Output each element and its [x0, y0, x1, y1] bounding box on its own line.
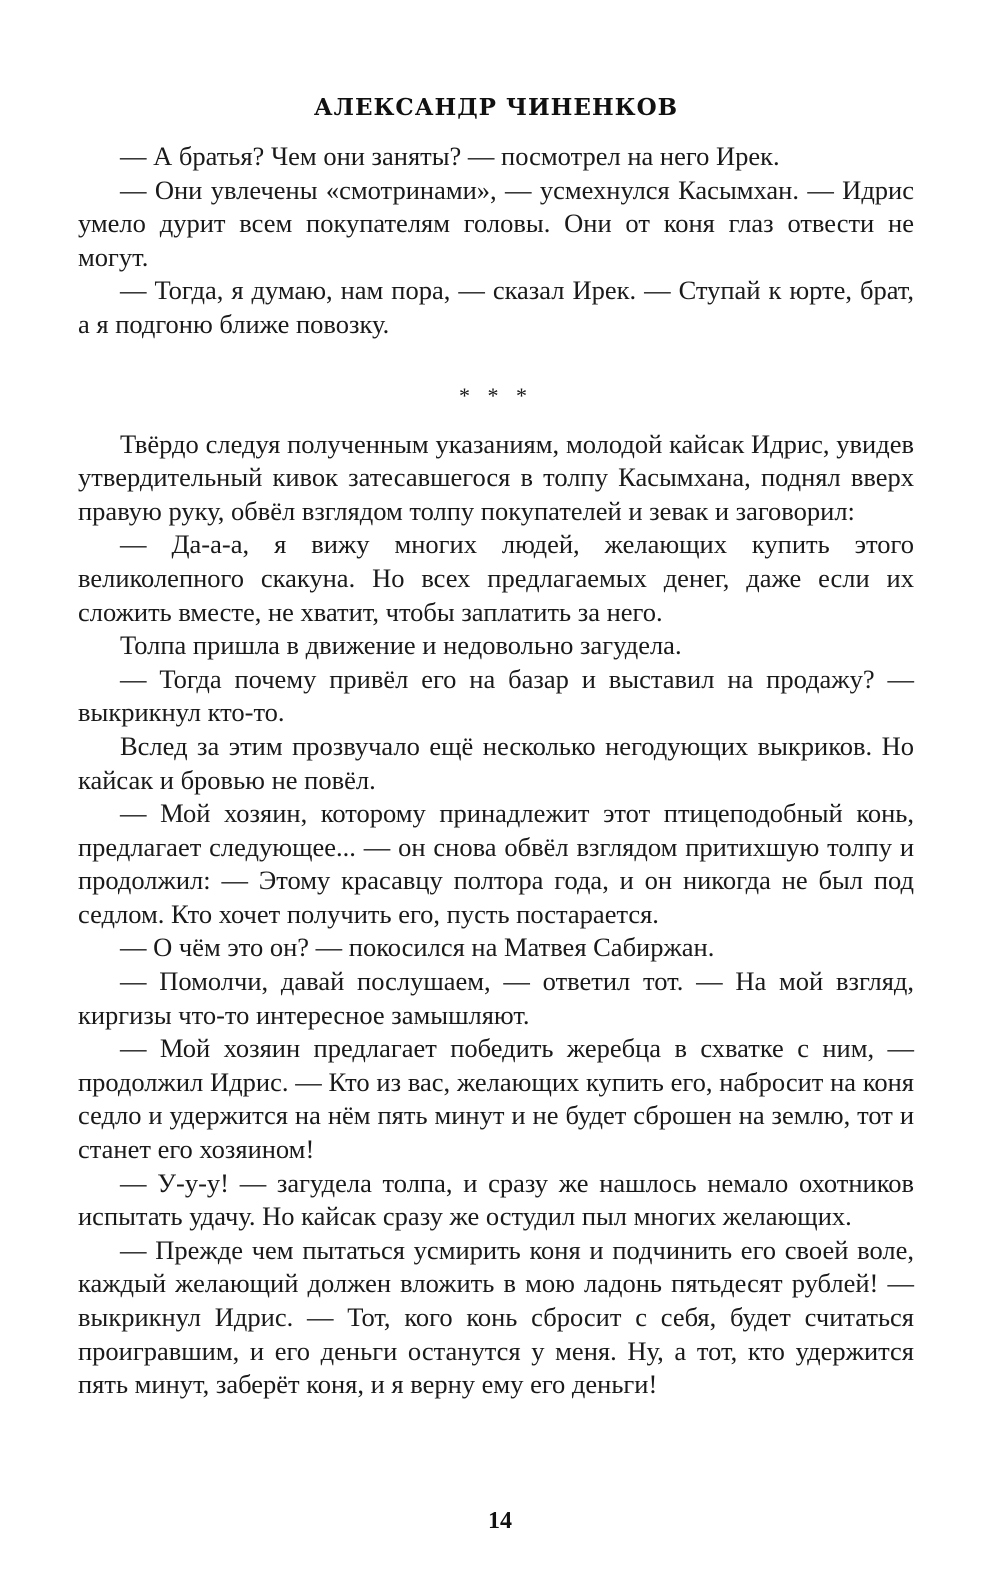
paragraph: — Тогда, я думаю, нам пора, — сказал Ирек. — Ступай к юрте, брат, а я подгоню ближе повозку. [78, 275, 914, 339]
page-number: 14 [488, 1508, 512, 1534]
paragraph: — У-у-у! — загудела толпа, и сразу же нашлось немало охотников испытать удачу. Но кайсак сразу же остудил пыл многих желающих. [78, 1167, 914, 1232]
paragraph: — Помолчи, давай послушаем, — ответил тот. — На мой взгляд, киргизы что-то интересное замышляют. [78, 966, 914, 1030]
paragraph: — Мой хозяин предлагает победить жеребца в схватке с ним, — продолжил Идрис. — Кто из вас, желающих купить его, набросит на коня седло и удержится на нём пять минут и не будет сброшен на землю, тот и станет его хозяином! [78, 1033, 914, 1165]
paragraph: — О чём это он? — покосился на Матвея Сабиржан. [120, 932, 715, 963]
running-title: АЛЕКСАНДР ЧИНЕНКОВ [313, 94, 679, 121]
book-page [78, 88, 914, 1402]
paragraph: — Мой хозяин, которому принадлежит этот птицеподобный конь, предлагает следующее... — он снова обвёл взглядом притихшую толпу и продолжил: — Этому красавцу полтора года, и он никогда не был под седлом. Кто хочет получить его, пусть постарается. [78, 798, 914, 929]
section-2-text [78, 428, 914, 1402]
paragraph: — Прежде чем пытаться усмирить коня и подчинить его своей воле, каждый желающий должен вложить в мою ладонь пятьдесят рублей! — выкрикнул Идрис. — Тот, кого конь сбросит с себя, будет считаться проигравшим, и его деньги останутся у меня. Ну, а тот, кто удержится пять минут, заберёт коня, и я верну ему его деньги! [78, 1234, 914, 1400]
paragraph: — А братья? Чем они заняты? — посмотрел на него Ирек. [120, 141, 780, 171]
paragraph: — Тогда почему привёл его на базар и выставил на продажу? — выкрикнул кто-то. [78, 663, 914, 728]
paragraph: Вслед за этим прозвучало ещё несколько негодующих выкриков. Но кайсак и бровью не повёл. [78, 730, 914, 795]
section-1-text [78, 140, 914, 342]
paragraph: — Они увлечены «смотринами», — усмехнулся Касымхан. — Идрис умело дурит всем покупателям головы. Они от коня глаз отвести не могут. [78, 174, 914, 272]
paragraph: — Да-а-а, я вижу многих людей, желающих купить этого великолепного скакуна. Но всех предлагаемых денег, даже если их сложить вместе, не хватит, чтобы заплатить за него. [78, 529, 914, 627]
section-separator: * * * [459, 382, 533, 408]
paragraph: Твёрдо следуя полученным указаниям, молодой кайсак Идрис, увидев утвердительный кивок затесавшегося в толпу Касымхана, поднял вверх правую руку, обвёл взглядом толпу покупателей и зевак и заговорил: [78, 428, 914, 526]
paragraph: Толпа пришла в движение и недовольно загудела. [120, 630, 682, 661]
